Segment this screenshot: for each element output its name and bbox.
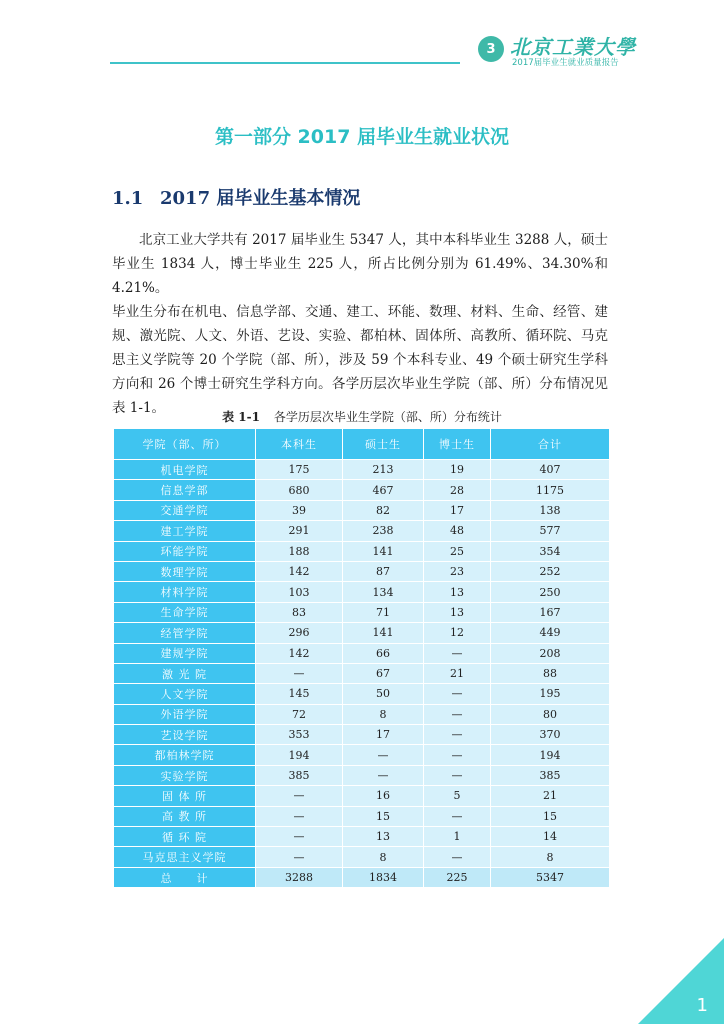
column-header: 硕士生 [343, 429, 424, 460]
graduates-distribution-table [113, 428, 610, 888]
count-cell: 252 [491, 561, 610, 581]
table-row [114, 623, 610, 643]
count-cell: 354 [491, 541, 610, 561]
count-cell: 23 [424, 561, 491, 581]
count-cell: 67 [343, 663, 424, 683]
count-cell: 50 [343, 684, 424, 704]
college-name-cell: 外语学院 [114, 704, 256, 724]
count-cell: 8 [343, 847, 424, 867]
header-divider [110, 62, 460, 64]
count-cell: 141 [343, 541, 424, 561]
count-cell: 138 [491, 500, 610, 520]
column-header: 博士生 [424, 429, 491, 460]
count-cell: 17 [343, 725, 424, 745]
count-cell: 225 [424, 867, 491, 887]
count-cell: 83 [256, 602, 343, 622]
count-cell: 353 [256, 725, 343, 745]
count-cell: 385 [491, 765, 610, 785]
count-cell: 28 [424, 480, 491, 500]
count-cell: — [424, 643, 491, 663]
table-row [114, 582, 610, 602]
college-name-cell: 经管学院 [114, 623, 256, 643]
count-cell: 385 [256, 765, 343, 785]
count-cell: 103 [256, 582, 343, 602]
count-cell: 195 [491, 684, 610, 704]
count-cell: 167 [491, 602, 610, 622]
table-row [114, 561, 610, 581]
count-cell: — [256, 786, 343, 806]
college-name-cell: 循 环 院 [114, 827, 256, 847]
count-cell: 370 [491, 725, 610, 745]
table-row [114, 460, 610, 480]
table-row [114, 541, 610, 561]
count-cell: — [256, 827, 343, 847]
count-cell: 12 [424, 623, 491, 643]
college-name-cell: 交通学院 [114, 500, 256, 520]
count-cell: 72 [256, 704, 343, 724]
count-cell: 296 [256, 623, 343, 643]
university-name-logo: 北京工業大學 [510, 35, 636, 59]
count-cell: — [256, 847, 343, 867]
count-cell: 680 [256, 480, 343, 500]
count-cell: 407 [491, 460, 610, 480]
count-cell: — [343, 745, 424, 765]
column-header: 本科生 [256, 429, 343, 460]
paragraph: 毕业生分布在机电、信息学部、交通、建工、环能、数理、材料、生命、经管、建规、激光院、人文、外语、艺设、实验、都柏林、固体所、高教所、循环院、马克思主义学院等 20 个学院（部、所），涉及 59 个本科专业、49 个硕士研究生学科方向和 26 个博士研究生学科方向。各学历层次毕业生学院（部、所）分布情况见表 1-1。 [112, 304, 608, 416]
college-name-cell: 材料学院 [114, 582, 256, 602]
college-name-cell: 都柏林学院 [114, 745, 256, 765]
count-cell: 21 [491, 786, 610, 806]
table-row [114, 765, 610, 785]
count-cell: 71 [343, 602, 424, 622]
count-cell: 5 [424, 786, 491, 806]
count-cell: 87 [343, 561, 424, 581]
college-name-cell: 人文学院 [114, 684, 256, 704]
paragraph: 北京工业大学共有 2017 届毕业生 5347 人，其中本科毕业生 3288 人，硕士毕业生 1834 人，博士毕业生 225 人，所占比例分别为 61.49%、34.30%和 4.21%。 [112, 232, 608, 296]
count-cell: 208 [491, 643, 610, 663]
college-name-cell: 环能学院 [114, 541, 256, 561]
university-logo-icon: 3 [478, 36, 504, 62]
college-name-cell: 机电学院 [114, 460, 256, 480]
count-cell: — [424, 704, 491, 724]
count-cell: 467 [343, 480, 424, 500]
count-cell: 213 [343, 460, 424, 480]
count-cell: 19 [424, 460, 491, 480]
table-row [114, 704, 610, 724]
section-title-text: 2017 届毕业生基本情况 [160, 188, 361, 209]
page-corner-decoration [638, 938, 724, 1024]
table-body [114, 460, 610, 888]
count-cell: 291 [256, 521, 343, 541]
count-cell: 17 [424, 500, 491, 520]
count-cell: — [256, 806, 343, 826]
college-name-cell: 马克思主义学院 [114, 847, 256, 867]
table-row [114, 806, 610, 826]
count-cell: 8 [491, 847, 610, 867]
college-name-cell: 数理学院 [114, 561, 256, 581]
table-row [114, 663, 610, 683]
count-cell: 250 [491, 582, 610, 602]
count-cell: 194 [491, 745, 610, 765]
count-cell: 13 [424, 602, 491, 622]
table-caption [0, 408, 724, 425]
count-cell: 175 [256, 460, 343, 480]
college-name-cell: 总 计 [114, 867, 256, 887]
table-row [114, 827, 610, 847]
count-cell: — [256, 663, 343, 683]
count-cell: — [424, 765, 491, 785]
count-cell: 21 [424, 663, 491, 683]
count-cell: 188 [256, 541, 343, 561]
count-cell: 80 [491, 704, 610, 724]
table-caption-number: 表 1-1 [222, 410, 260, 424]
table-total-row [114, 867, 610, 887]
table-caption-text: 各学历层次毕业生学院（部、所）分布统计 [273, 410, 502, 424]
count-cell: 5347 [491, 867, 610, 887]
table-header-row [114, 429, 610, 460]
count-cell: 1 [424, 827, 491, 847]
count-cell: 8 [343, 704, 424, 724]
table-row [114, 500, 610, 520]
college-name-cell: 艺设学院 [114, 725, 256, 745]
count-cell: 1834 [343, 867, 424, 887]
count-cell: 577 [491, 521, 610, 541]
count-cell: 194 [256, 745, 343, 765]
table-row [114, 684, 610, 704]
college-name-cell: 建规学院 [114, 643, 256, 663]
college-name-cell: 高 教 所 [114, 806, 256, 826]
table-row [114, 786, 610, 806]
count-cell: 14 [491, 827, 610, 847]
body-text [112, 228, 608, 420]
part-title: 第一部分 2017 届毕业生就业状况 [214, 126, 510, 148]
count-cell: 13 [424, 582, 491, 602]
count-cell: 238 [343, 521, 424, 541]
table-row [114, 521, 610, 541]
count-cell: 142 [256, 561, 343, 581]
count-cell: 449 [491, 623, 610, 643]
count-cell: 39 [256, 500, 343, 520]
count-cell: 82 [343, 500, 424, 520]
count-cell: 13 [343, 827, 424, 847]
count-cell: 25 [424, 541, 491, 561]
report-subtitle: 2017届毕业生就业质量报告 [512, 58, 619, 68]
page-number: 1 [696, 995, 708, 1016]
count-cell: 48 [424, 521, 491, 541]
college-name-cell: 建工学院 [114, 521, 256, 541]
college-name-cell: 信息学部 [114, 480, 256, 500]
count-cell: 66 [343, 643, 424, 663]
count-cell: — [424, 847, 491, 867]
count-cell: 141 [343, 623, 424, 643]
count-cell: 88 [491, 663, 610, 683]
count-cell: 15 [343, 806, 424, 826]
section-heading [112, 184, 360, 210]
count-cell: — [424, 684, 491, 704]
college-name-cell: 实验学院 [114, 765, 256, 785]
count-cell: — [343, 765, 424, 785]
table-row [114, 480, 610, 500]
count-cell: 3288 [256, 867, 343, 887]
table-row [114, 602, 610, 622]
count-cell: — [424, 725, 491, 745]
table-row [114, 643, 610, 663]
count-cell: — [424, 806, 491, 826]
count-cell: 142 [256, 643, 343, 663]
count-cell: — [424, 745, 491, 765]
count-cell: 134 [343, 582, 424, 602]
college-name-cell: 固 体 所 [114, 786, 256, 806]
college-name-cell: 激 光 院 [114, 663, 256, 683]
section-number: 1.1 [112, 188, 144, 209]
column-header: 学院（部、所） [114, 429, 256, 460]
table-row [114, 725, 610, 745]
count-cell: 145 [256, 684, 343, 704]
table-row [114, 847, 610, 867]
column-header: 合计 [491, 429, 610, 460]
count-cell: 15 [491, 806, 610, 826]
count-cell: 1175 [491, 480, 610, 500]
table-row [114, 745, 610, 765]
college-name-cell: 生命学院 [114, 602, 256, 622]
count-cell: 16 [343, 786, 424, 806]
